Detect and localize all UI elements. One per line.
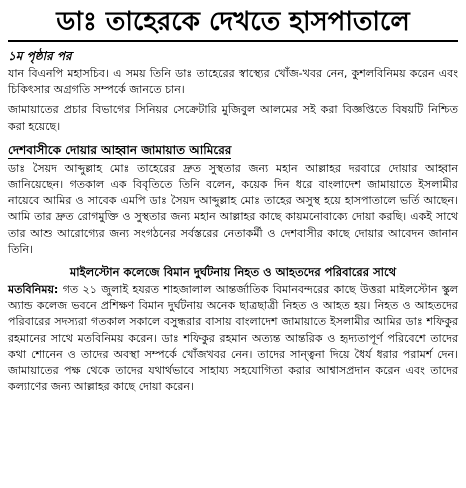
headline: ডাঃ তাহেরকে দেখতে হাসপাতালে [8,6,458,42]
subheading-call-for-prayer: দেশবাসীকে দোয়ার আহ্বান জামায়াত আমিরের [8,142,232,157]
subheading-milestone-college: মাইলস্টোন কলেজে বিমান দুর্ঘটনায় নিহত ও আহতদের পরিবারের সাথে [69,265,397,280]
paragraph-1: যান বিএনপি মহাসচিব। এ সময় তিনি ডাঃ তাহেরের স্বাস্থ্যের খোঁজ-খবর নেন, কুশলবিনিময় করেন এবং চিকিৎসার অগ্রগতি সম্পর্কে জানতে চান। [8,67,458,97]
paragraph-4-lead: মতবিনিময়: [8,283,59,297]
paragraph-4 [8,282,458,395]
paragraph-4-body: গত ২১ জুলাই হযরত শাহজালাল আন্তর্জাতিক বিমানবন্দরের কাছে উত্তরা মাইলস্টোন স্কুল অ্যান্ড কলেজ ভবনে প্রশিক্ষণ বিমান দুর্ঘটনায় অনেক ছাত্রছাত্রী নিহত ও আহত হয়। নিহত ও আহতদের পরিবারের সদস্যরা গতকাল সকালে বসুন্ধরার বাসায় বাংলাদেশ জামায়াতে ইসলামীর আমির ডাঃ শফিকুর রহমানের সাথে মতবিনিময় করেন। ডাঃ শফিকুর রহমান অত্যন্ত আন্তরিক ও হৃদ্যতাপূর্ণ পরিবেশে তাদের কথা শোনেন ও তাদের অবস্থা সম্পর্কে খোঁজখবর নেন। তাদের সান্ত্বনা দিয়ে ধৈর্য ধরার পরামর্শ দেন। জামায়াতের পক্ষ থেকে তাদের যথার্থভাবে সাহায্য সহযোগিতা করার আশ্বাসপ্রদান করেন এবং তাদের কল্যাণের জন্য আল্লাহর কাছে দোয়া করেন। [8,283,458,394]
paragraph-2: জামায়াতের প্রচার বিভাগের সিনিয়র সেক্রেটারি মুজিবুল আলমের সই করা বিজ্ঞপ্তিতে বিষয়টি নিশ্চিত করা হয়েছে। [8,103,458,133]
continued-from-label: ১ম পৃষ্ঠার পর [8,49,72,63]
paragraph-3: ডাঃ সৈয়দ আব্দুল্লাহ মোঃ তাহেরের দ্রুত সুস্থতার জন্য মহান আল্লাহর দরবারে দোয়ার আহ্বান জানিয়েছেন। গতকাল এক বিবৃতিতে তিনি বলেন, কয়েক দিন ধরে বাংলাদেশ জামায়াতে ইসলামীর নায়েবে আমির ও সাবেক এমপি ডাঃ সৈয়দ আব্দুল্লাহ মোঃ তাহের অসুস্থ হয়ে হাসপাতালে ভর্তি আছেন। আমি তার দ্রুত রোগমুক্তি ও সুস্থতার জন্য মহান আল্লাহর কাছে কায়মনোবাক্যে দোয়া করছি। একই সাথে তার আশু আরোগ্যের জন্য সংগঠনের সর্বস্তরের নেতাকর্মী ও দেশবাসীর কাছে দোয়ার আবেদন জানান তিনি। [8,161,458,256]
